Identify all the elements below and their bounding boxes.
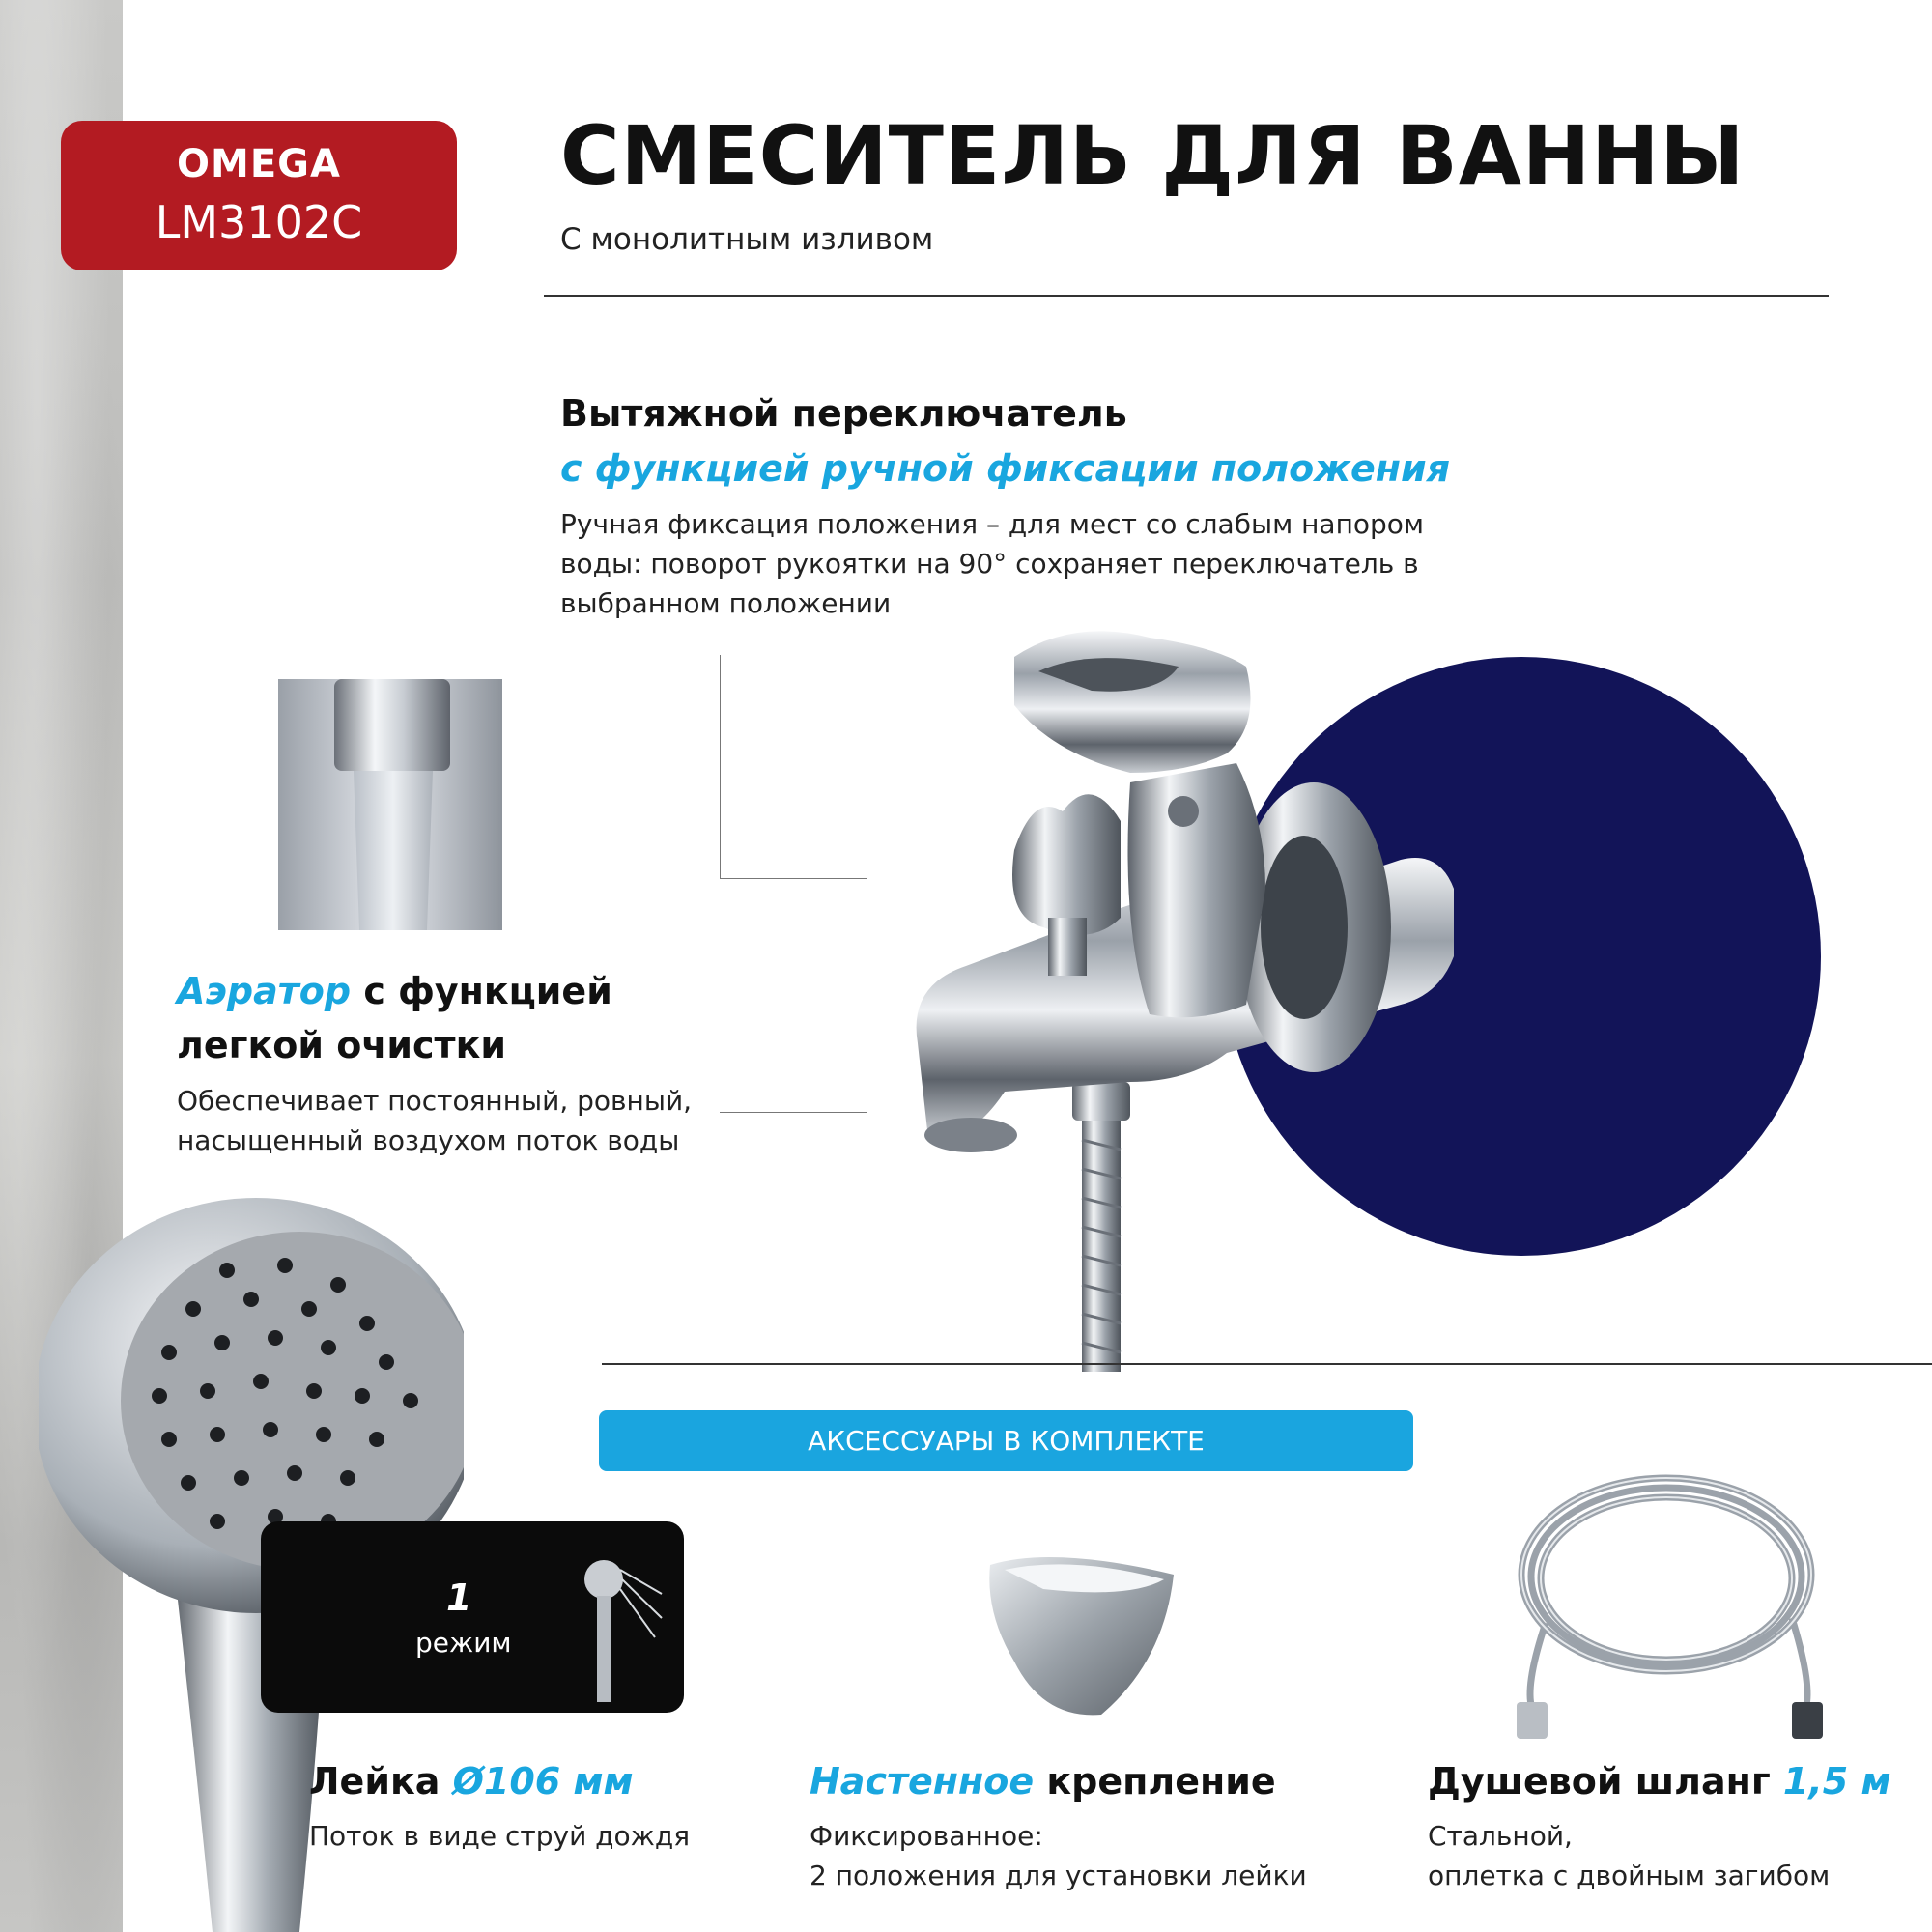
aerator-title-highlight: Аэратор [177, 970, 352, 1012]
shower-head-title [309, 1760, 634, 1803]
switch-description [560, 504, 1424, 623]
mount-title [810, 1760, 1276, 1803]
mount-text-line: Фиксированное: [810, 1820, 1043, 1852]
brand-name: OMEGA [177, 142, 341, 186]
mode-count: 1 [446, 1577, 472, 1619]
aerator-text-line: насыщенный воздухом поток воды [177, 1124, 680, 1156]
brand-badge [61, 121, 457, 270]
aerator-photo [278, 679, 502, 930]
shower-hose-image [1488, 1459, 1845, 1748]
switch-highlight: с функцией ручной фиксации положения [560, 447, 1451, 490]
hose-title [1428, 1760, 1891, 1803]
mount-text-line: 2 положения для установки лейки [810, 1860, 1307, 1891]
switch-text-line: воды: поворот рукоятки на 90° сохраняет переключатель в [560, 548, 1419, 580]
aerator-pointer-line [720, 1112, 867, 1113]
hose-description [1428, 1816, 1830, 1895]
switch-text-line: Ручная фиксация положения – для мест со слабым напором [560, 508, 1425, 540]
hose-text-line: оплетка с двойным загибом [1428, 1860, 1831, 1891]
shower-head-diameter: Ø106 мм [452, 1760, 634, 1803]
accessories-divider [602, 1363, 1932, 1365]
model-number: LM3102C [155, 196, 363, 248]
wall-mount-image [985, 1546, 1179, 1719]
pointer-line-vertical [720, 655, 721, 879]
mount-title-highlight: Настенное [810, 1760, 1035, 1803]
pointer-line-horizontal [720, 878, 867, 879]
mount-title-rest: крепление [1034, 1760, 1276, 1803]
switch-text-line: выбранном положении [560, 587, 892, 619]
shower-head-description: Поток в виде струй дождя [309, 1820, 691, 1852]
aerator-title-line2: легкой очистки [177, 1024, 506, 1066]
aerator-description [177, 1081, 692, 1160]
shower-spray-icon [570, 1555, 667, 1705]
accessories-banner: АКСЕССУАРЫ В КОМПЛЕКТЕ [599, 1410, 1413, 1471]
shower-head-title-text: Лейка [309, 1760, 453, 1803]
aerator-title-rest: с функцией [351, 970, 612, 1012]
mode-label: режим [415, 1627, 512, 1659]
switch-title: Вытяжной переключатель [560, 392, 1127, 435]
hose-length: 1,5 м [1782, 1760, 1891, 1803]
header-divider [544, 295, 1829, 297]
mount-description [810, 1816, 1307, 1895]
aerator-title [177, 970, 612, 1012]
hose-text-line: Стальной, [1428, 1820, 1573, 1852]
aerator-text-line: Обеспечивает постоянный, ровный, [177, 1085, 693, 1117]
page-title: СМЕСИТЕЛЬ ДЛЯ ВАННЫ [560, 108, 1746, 203]
hose-title-text: Душевой шланг [1428, 1760, 1783, 1803]
page-subtitle: С монолитным изливом [560, 222, 934, 257]
bath-faucet-image [898, 628, 1768, 1372]
